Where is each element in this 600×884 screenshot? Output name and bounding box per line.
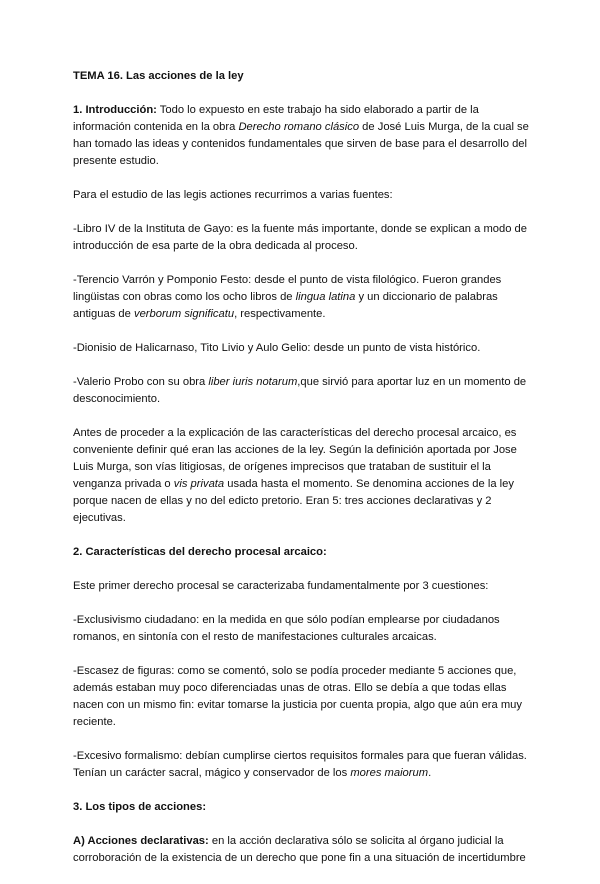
char-escasez: -Escasez de figuras: como se comentó, solo se podía proceder mediante 5 acciones que, además estaban muy poco diferenciadas unas de otras. Ello se debía a que todas ellas nacen con un mismo fin: evitar tomarse la justicia por cuenta propia, algo que aún era muy reciente. [73, 665, 522, 728]
intro-label: 1. Introducción: [73, 104, 157, 116]
char-formalismo-text-a: -Excesivo formalismo: debían cumplirse ciertos requisitos formales para que fueran válidas. Tenían un carácter sacral, mágico y conservador de los [73, 750, 527, 779]
source-varron-italic-b: verborum significatu [133, 308, 235, 320]
declarativas-paragraph [73, 833, 531, 867]
source-dionisio: -Dionisio de Halicarnaso, Tito Livio y Aulo Gelio: desde un punto de vista histórico. [73, 342, 481, 354]
char-formalismo-text-b: . [428, 767, 432, 779]
sources-intro: Para el estudio de las legis actiones recurrimos a varias fuentes: [73, 189, 393, 201]
source-varron-text-c: , respectivamente. [234, 308, 326, 320]
source-varron [73, 272, 531, 323]
definition-text-a: Antes de proceder a la explicación de las características del derecho procesal arcaico, es conveniente definir qué eran las acciones de la ley. Según la definición aportada por Jose Luis Murga, son vías litigiosas, de orígenes imprecisos que trataban de sustituir el la venganza privada o [73, 427, 517, 490]
declarativas-label: A) Acciones declarativas: [73, 835, 209, 847]
definition-paragraph [73, 425, 531, 527]
section2-heading: 2. Características del derecho procesal arcaico: [73, 546, 327, 558]
source-varron-text-b: y un diccionario de palabras antiguas de [73, 291, 498, 320]
document-title: TEMA 16. Las acciones de la ley [73, 70, 244, 82]
source-varron-text-a: -Terencio Varrón y Pomponio Festo: desde el punto de vista filológico. Fueron grandes lingüistas con obras como los ocho libros de [73, 274, 502, 303]
source-varron-italic-a: lingua latina [295, 291, 356, 303]
definition-italic-a: vis privata [173, 478, 225, 490]
intro-work-title: Derecho romano clásico [238, 121, 360, 133]
source-valerio [73, 374, 531, 408]
source-valerio-italic-a: liber iuris notarum [208, 376, 298, 388]
char-formalismo-italic-a: mores maiorum [350, 767, 429, 779]
intro-paragraph [73, 102, 531, 170]
section2-intro: Este primer derecho procesal se caracterizaba fundamentalmente por 3 cuestiones: [73, 580, 489, 592]
document-page [73, 68, 531, 884]
char-formalismo [73, 748, 531, 782]
char-exclusivismo: -Exclusivismo ciudadano: en la medida en que sólo podían emplearse por ciudadanos romanos, en sintonía con el resto de manifestaciones culturales arcaicas. [73, 614, 500, 643]
section3-heading: 3. Los tipos de acciones: [73, 801, 207, 813]
source-valerio-text-b: ,que sirvió para aportar luz en un momento de desconocimiento. [73, 376, 527, 405]
declarativas-text: en la acción declarativa sólo se solicita al órgano judicial la corroboración de la existencia de un derecho que pone fin a una situación de incertidumbre [73, 835, 526, 864]
definition-text-b: usada hasta el momento. Se denomina acciones de la ley porque nacen de ellas y no del edicto pretorio. Eran 5: tres acciones declarativas y 2 ejecutivas. [73, 478, 514, 524]
source-valerio-text-a: -Valerio Probo con su obra [73, 376, 209, 388]
intro-text-a: Todo lo expuesto en este trabajo ha sido elaborado a partir de la información contenida en la obra [73, 104, 479, 133]
source-gayo: -Libro IV de la Instituta de Gayo: es la fuente más importante, donde se explican a modo de introducción de esa parte de la obra dedicada al proceso. [73, 223, 527, 252]
intro-text-b: de José Luis Murga, de la cual se han tomado las ideas y contenidos fundamentales que sirven de base para el desarrollo del presente estudio. [73, 121, 529, 167]
